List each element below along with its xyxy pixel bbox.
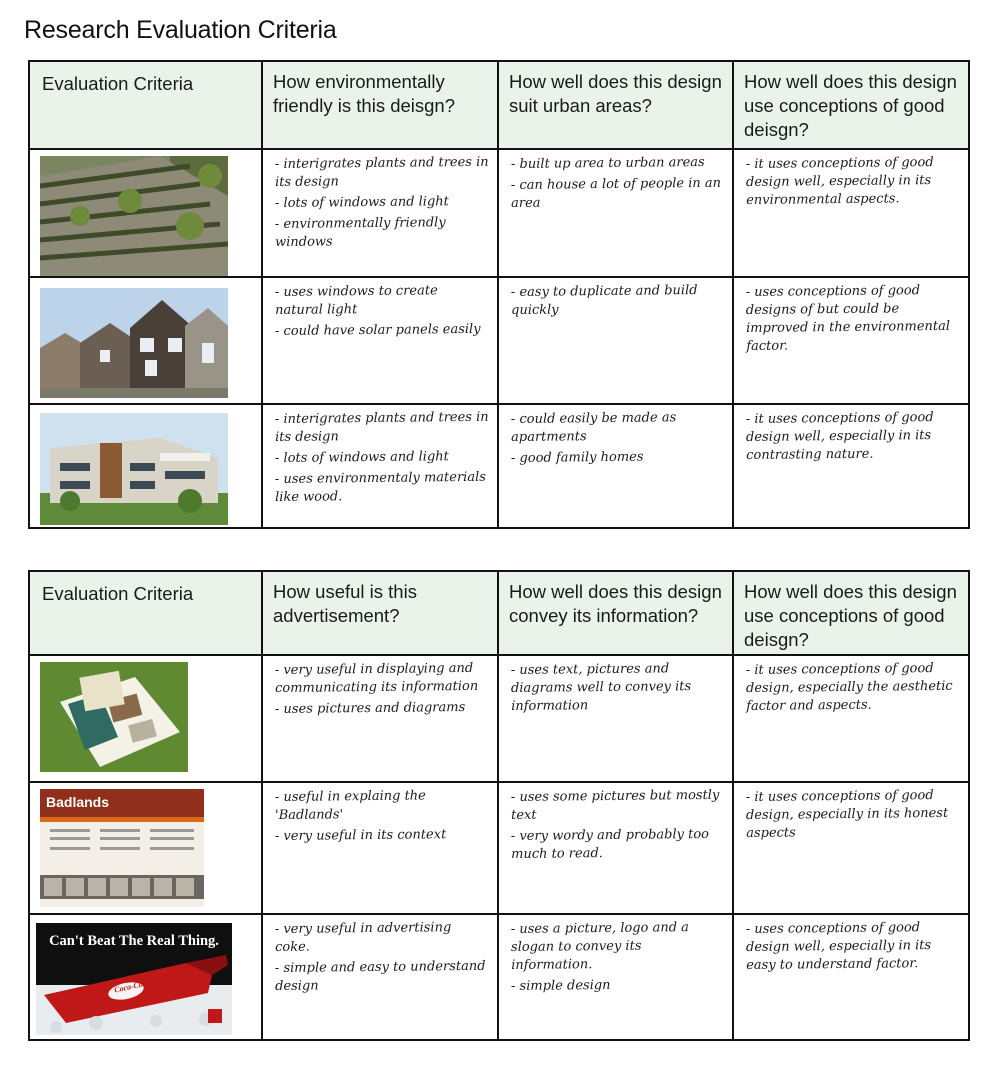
table-row [29, 655, 969, 782]
image-cell [29, 782, 262, 914]
table-row [29, 404, 969, 528]
notes-cell: - uses text, pictures and diagrams well to convey its information [498, 655, 733, 782]
header-cell: How environmentally friendly is this deisgn? [262, 61, 498, 149]
notes-cell: - it uses conceptions of good design well, especially in its environmental aspects. [733, 149, 969, 277]
notes-cell: - very useful in advertising coke. - simple and easy to understand design [262, 914, 498, 1040]
coca-cola-ad-image [36, 923, 232, 1035]
table-row [29, 914, 969, 1040]
notes-cell: - interigrates plants and trees in its design - lots of windows and light - environmentally friendly windows [262, 149, 498, 277]
terraced-building-image [40, 156, 228, 276]
image-cell [29, 149, 262, 277]
notes-cell: - it uses conceptions of good design, especially the aesthetic factor and aspects. [733, 655, 969, 782]
notes-cell: - uses conceptions of good design well, especially in its easy to understand factor. [733, 914, 969, 1040]
header-cell: Evaluation Criteria [29, 571, 262, 655]
table-row [29, 149, 969, 277]
notes-cell: - uses some pictures but mostly text - very wordy and probably too much to read. [498, 782, 733, 914]
evaluation-table-advertisements [28, 570, 970, 1041]
brochure-image [40, 662, 188, 772]
image-cell [29, 404, 262, 528]
image-cell [29, 914, 262, 1040]
table-header-row [29, 571, 969, 655]
notes-cell: - uses a picture, logo and a slogan to convey its information. - simple design [498, 914, 733, 1040]
badlands-label: Badlands [46, 794, 110, 810]
apartments-image [40, 413, 228, 525]
badlands-brochure-image [40, 789, 204, 907]
header-cell: How well does this design suit urban areas? [498, 61, 733, 149]
notes-cell: - it uses conceptions of good design, especially in its honest aspects [733, 782, 969, 914]
notes-cell: - could easily be made as apartments - good family homes [498, 404, 733, 528]
ad-headline: Can't Beat The Real Thing. [49, 933, 219, 949]
notes-cell: - uses conceptions of good designs of but could be improved in the environmental factor. [733, 277, 969, 404]
header-cell: Evaluation Criteria [29, 61, 262, 149]
header-cell: How useful is this advertisement? [262, 571, 498, 655]
table-row [29, 277, 969, 404]
header-cell: How well does this design convey its information? [498, 571, 733, 655]
townhouses-image [40, 288, 228, 398]
table-row [29, 782, 969, 914]
image-cell [29, 655, 262, 782]
table-header-row [29, 61, 969, 149]
notes-cell: - very useful in displaying and communicating its information - uses pictures and diagrams [262, 655, 498, 782]
notes-cell: - built up area to urban areas - can house a lot of people in an area [498, 149, 733, 277]
page-title: Research Evaluation Criteria [24, 16, 337, 44]
notes-cell: - it uses conceptions of good design well, especially in its contrasting nature. [733, 404, 969, 528]
image-cell [29, 277, 262, 404]
evaluation-table-buildings [28, 60, 970, 529]
notes-cell: - uses windows to create natural light - could have solar panels easily [262, 277, 498, 404]
notes-cell: - easy to duplicate and build quickly [498, 277, 733, 404]
coca-cola-logo: Coca-Cola [113, 978, 150, 995]
header-cell: How well does this design use conceptions of good deisgn? [733, 571, 969, 655]
header-cell: How well does this design use conceptions of good deisgn? [733, 61, 969, 149]
notes-cell: - useful in explaing the 'Badlands' - very useful in its context [262, 782, 498, 914]
notes-cell: - interigrates plants and trees in its design - lots of windows and light - uses environmentaly materials like wood. [262, 404, 498, 528]
